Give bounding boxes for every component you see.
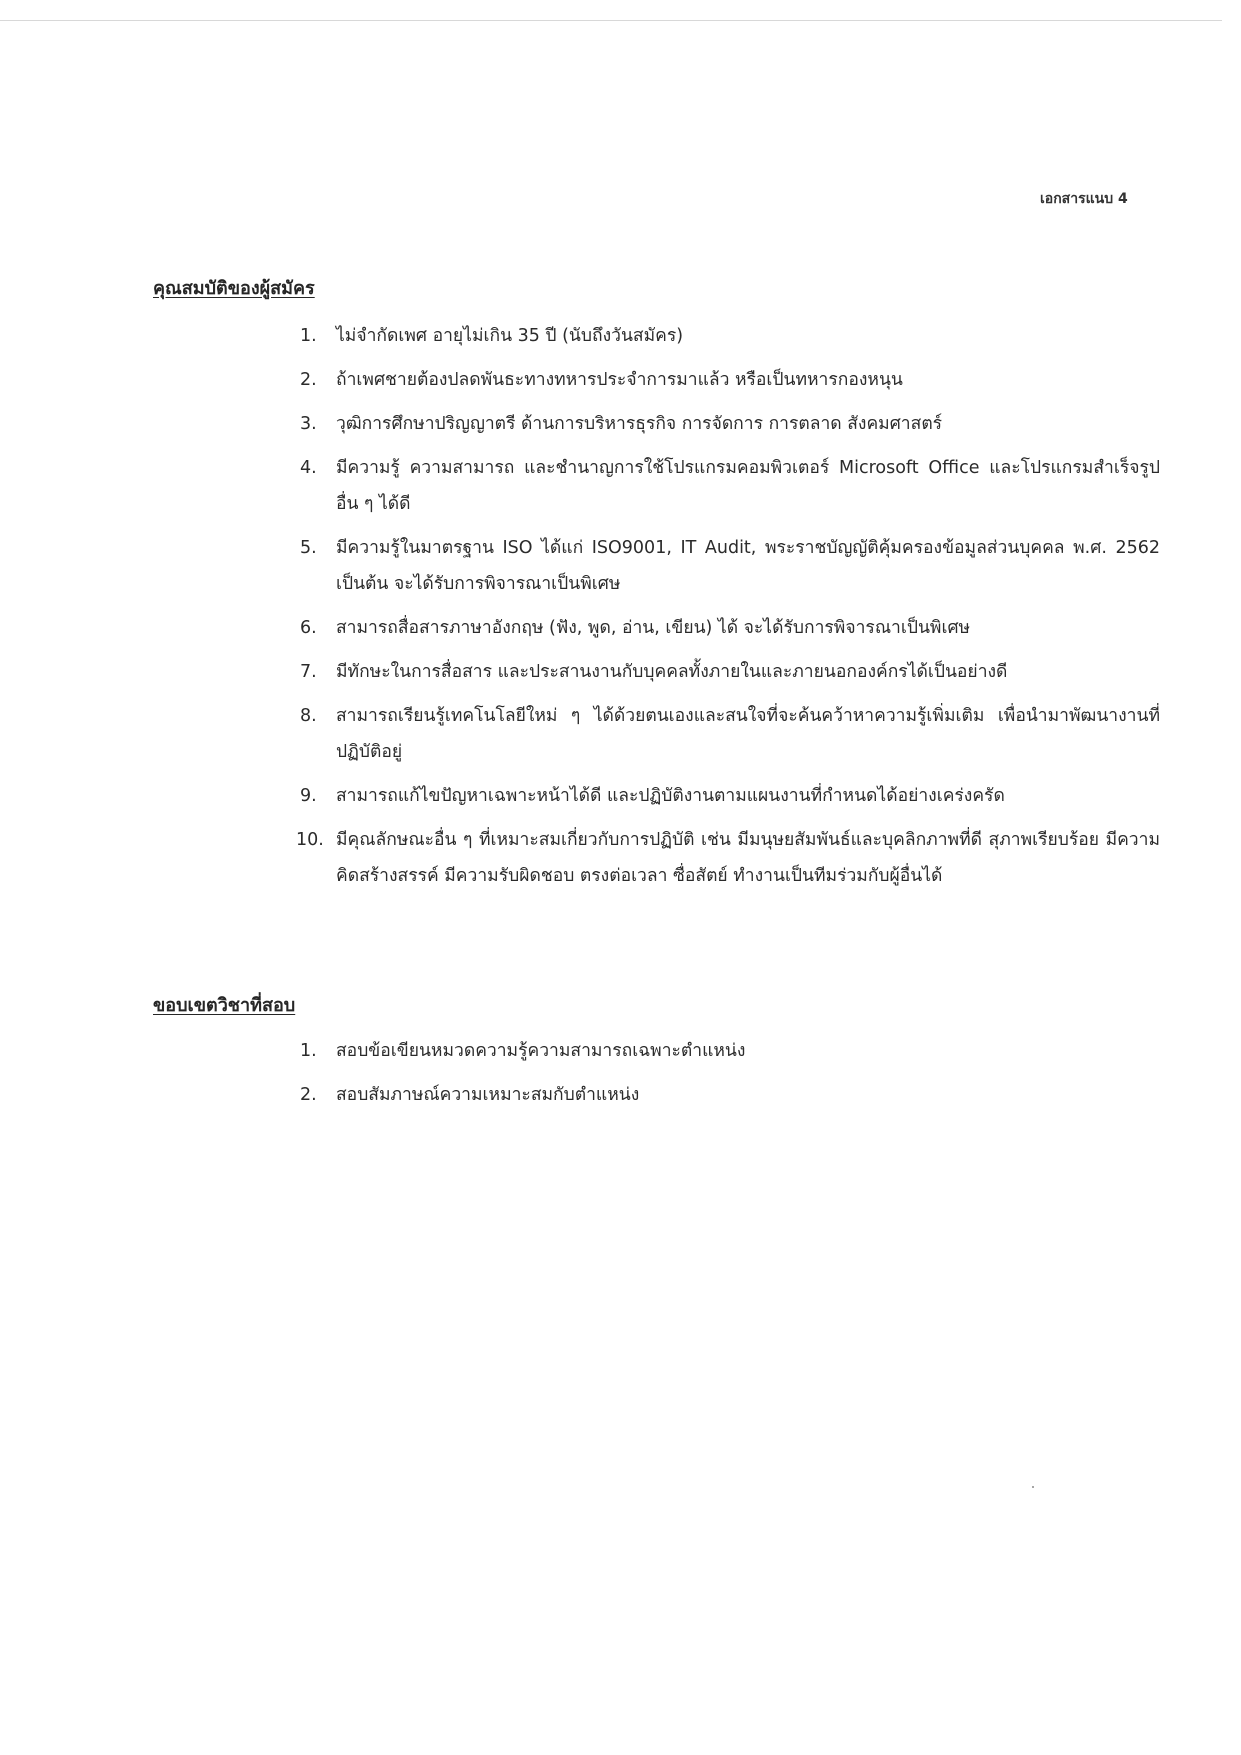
scan-speck bbox=[1032, 1486, 1034, 1488]
qualification-item-2 bbox=[300, 362, 1160, 398]
item-text: สอบสัมภาษณ์ความเหมาะสมกับตำแหน่ง bbox=[336, 1085, 640, 1105]
qualification-item-5 bbox=[300, 530, 1160, 602]
attachment-reference: เอกสารแนบ 4 bbox=[1040, 191, 1128, 207]
item-number: 1. bbox=[300, 1041, 317, 1061]
scan-top-edge bbox=[0, 20, 1222, 21]
item-text: ไม่จำกัดเพศ อายุไม่เกิน 35 ปี (นับถึงวันสมัคร) bbox=[336, 326, 684, 346]
item-text: มีความรู้ในมาตรฐาน ISO ได้แก่ ISO9001, IT Audit, พระราชบัญญัติคุ้มครองข้อมูลส่วนบุคคล พ.ศ. 2562 เป็นต้น จะได้รับการพิจารณาเป็นพิเศษ bbox=[336, 538, 1160, 594]
item-text: สามารถสื่อสารภาษาอังกฤษ (ฟัง, พูด, อ่าน, เขียน) ได้ จะได้รับการพิจารณาเป็นพิเศษ bbox=[336, 618, 971, 638]
exam-item-1 bbox=[300, 1033, 1160, 1069]
item-number: 5. bbox=[300, 538, 317, 558]
exam-item-2 bbox=[300, 1077, 1160, 1113]
item-number: 2. bbox=[300, 370, 317, 390]
item-text: มีทักษะในการสื่อสาร และประสานงานกับบุคคลทั้งภายในและภายนอกองค์กรได้เป็นอย่างดี bbox=[336, 662, 1008, 682]
item-text: วุฒิการศึกษาปริญญาตรี ด้านการบริหารธุรกิจ การจัดการ การตลาด สังคมศาสตร์ bbox=[336, 414, 943, 434]
qualification-item-9 bbox=[300, 778, 1160, 814]
item-text: ถ้าเพศชายต้องปลดพันธะทางทหารประจำการมาแล้ว หรือเป็นทหารกองหนุน bbox=[336, 370, 903, 390]
item-number: 9. bbox=[300, 786, 317, 806]
qualification-item-4 bbox=[300, 450, 1160, 522]
item-number: 10. bbox=[296, 830, 324, 850]
item-number: 1. bbox=[300, 326, 317, 346]
item-number: 6. bbox=[300, 618, 317, 638]
exam-scope-heading: ขอบเขตวิชาที่สอบ bbox=[153, 995, 296, 1016]
item-number: 7. bbox=[300, 662, 317, 682]
item-number: 2. bbox=[300, 1085, 317, 1105]
item-text: สามารถแก้ไขปัญหาเฉพาะหน้าได้ดี และปฏิบัติงานตามแผนงานที่กำหนดได้อย่างเคร่งครัด bbox=[336, 786, 1005, 806]
qualifications-heading: คุณสมบัติของผู้สมัคร bbox=[153, 278, 315, 299]
qualification-item-7 bbox=[300, 654, 1160, 690]
qualification-item-3 bbox=[300, 406, 1160, 442]
qualification-item-6 bbox=[300, 610, 1160, 646]
exam-scope-list bbox=[300, 1033, 1160, 1113]
qualification-item-1 bbox=[300, 318, 1160, 354]
item-number: 4. bbox=[300, 458, 317, 478]
item-number: 8. bbox=[300, 706, 317, 726]
qualification-item-10 bbox=[296, 822, 1160, 894]
item-text: มีคุณลักษณะอื่น ๆ ที่เหมาะสมเกี่ยวกับการปฏิบัติ เช่น มีมนุษยสัมพันธ์และบุคลิกภาพที่ดี สุภาพเรียบร้อย มีความคิดสร้างสรรค์ มีความรับผิดชอบ ตรงต่อเวลา ซื่อสัตย์ ทำงานเป็นทีมร่วมกับผู้อื่นได้ bbox=[336, 830, 1160, 886]
item-text: สอบข้อเขียนหมวดความรู้ความสามารถเฉพาะตำแหน่ง bbox=[336, 1041, 746, 1061]
qualification-item-8 bbox=[300, 698, 1160, 770]
item-text: สามารถเรียนรู้เทคโนโลยีใหม่ ๆ ได้ด้วยตนเองและสนใจที่จะค้นคว้าหาความรู้เพิ่มเติม เพื่อนำมาพัฒนางานที่ปฏิบัติอยู่ bbox=[336, 706, 1160, 762]
item-text: มีความรู้ ความสามารถ และชำนาญการใช้โปรแกรมคอมพิวเตอร์ Microsoft Office และโปรแกรมสำเร็จรูปอื่น ๆ ได้ดี bbox=[336, 458, 1160, 514]
item-number: 3. bbox=[300, 414, 317, 434]
qualifications-list bbox=[296, 318, 1160, 894]
